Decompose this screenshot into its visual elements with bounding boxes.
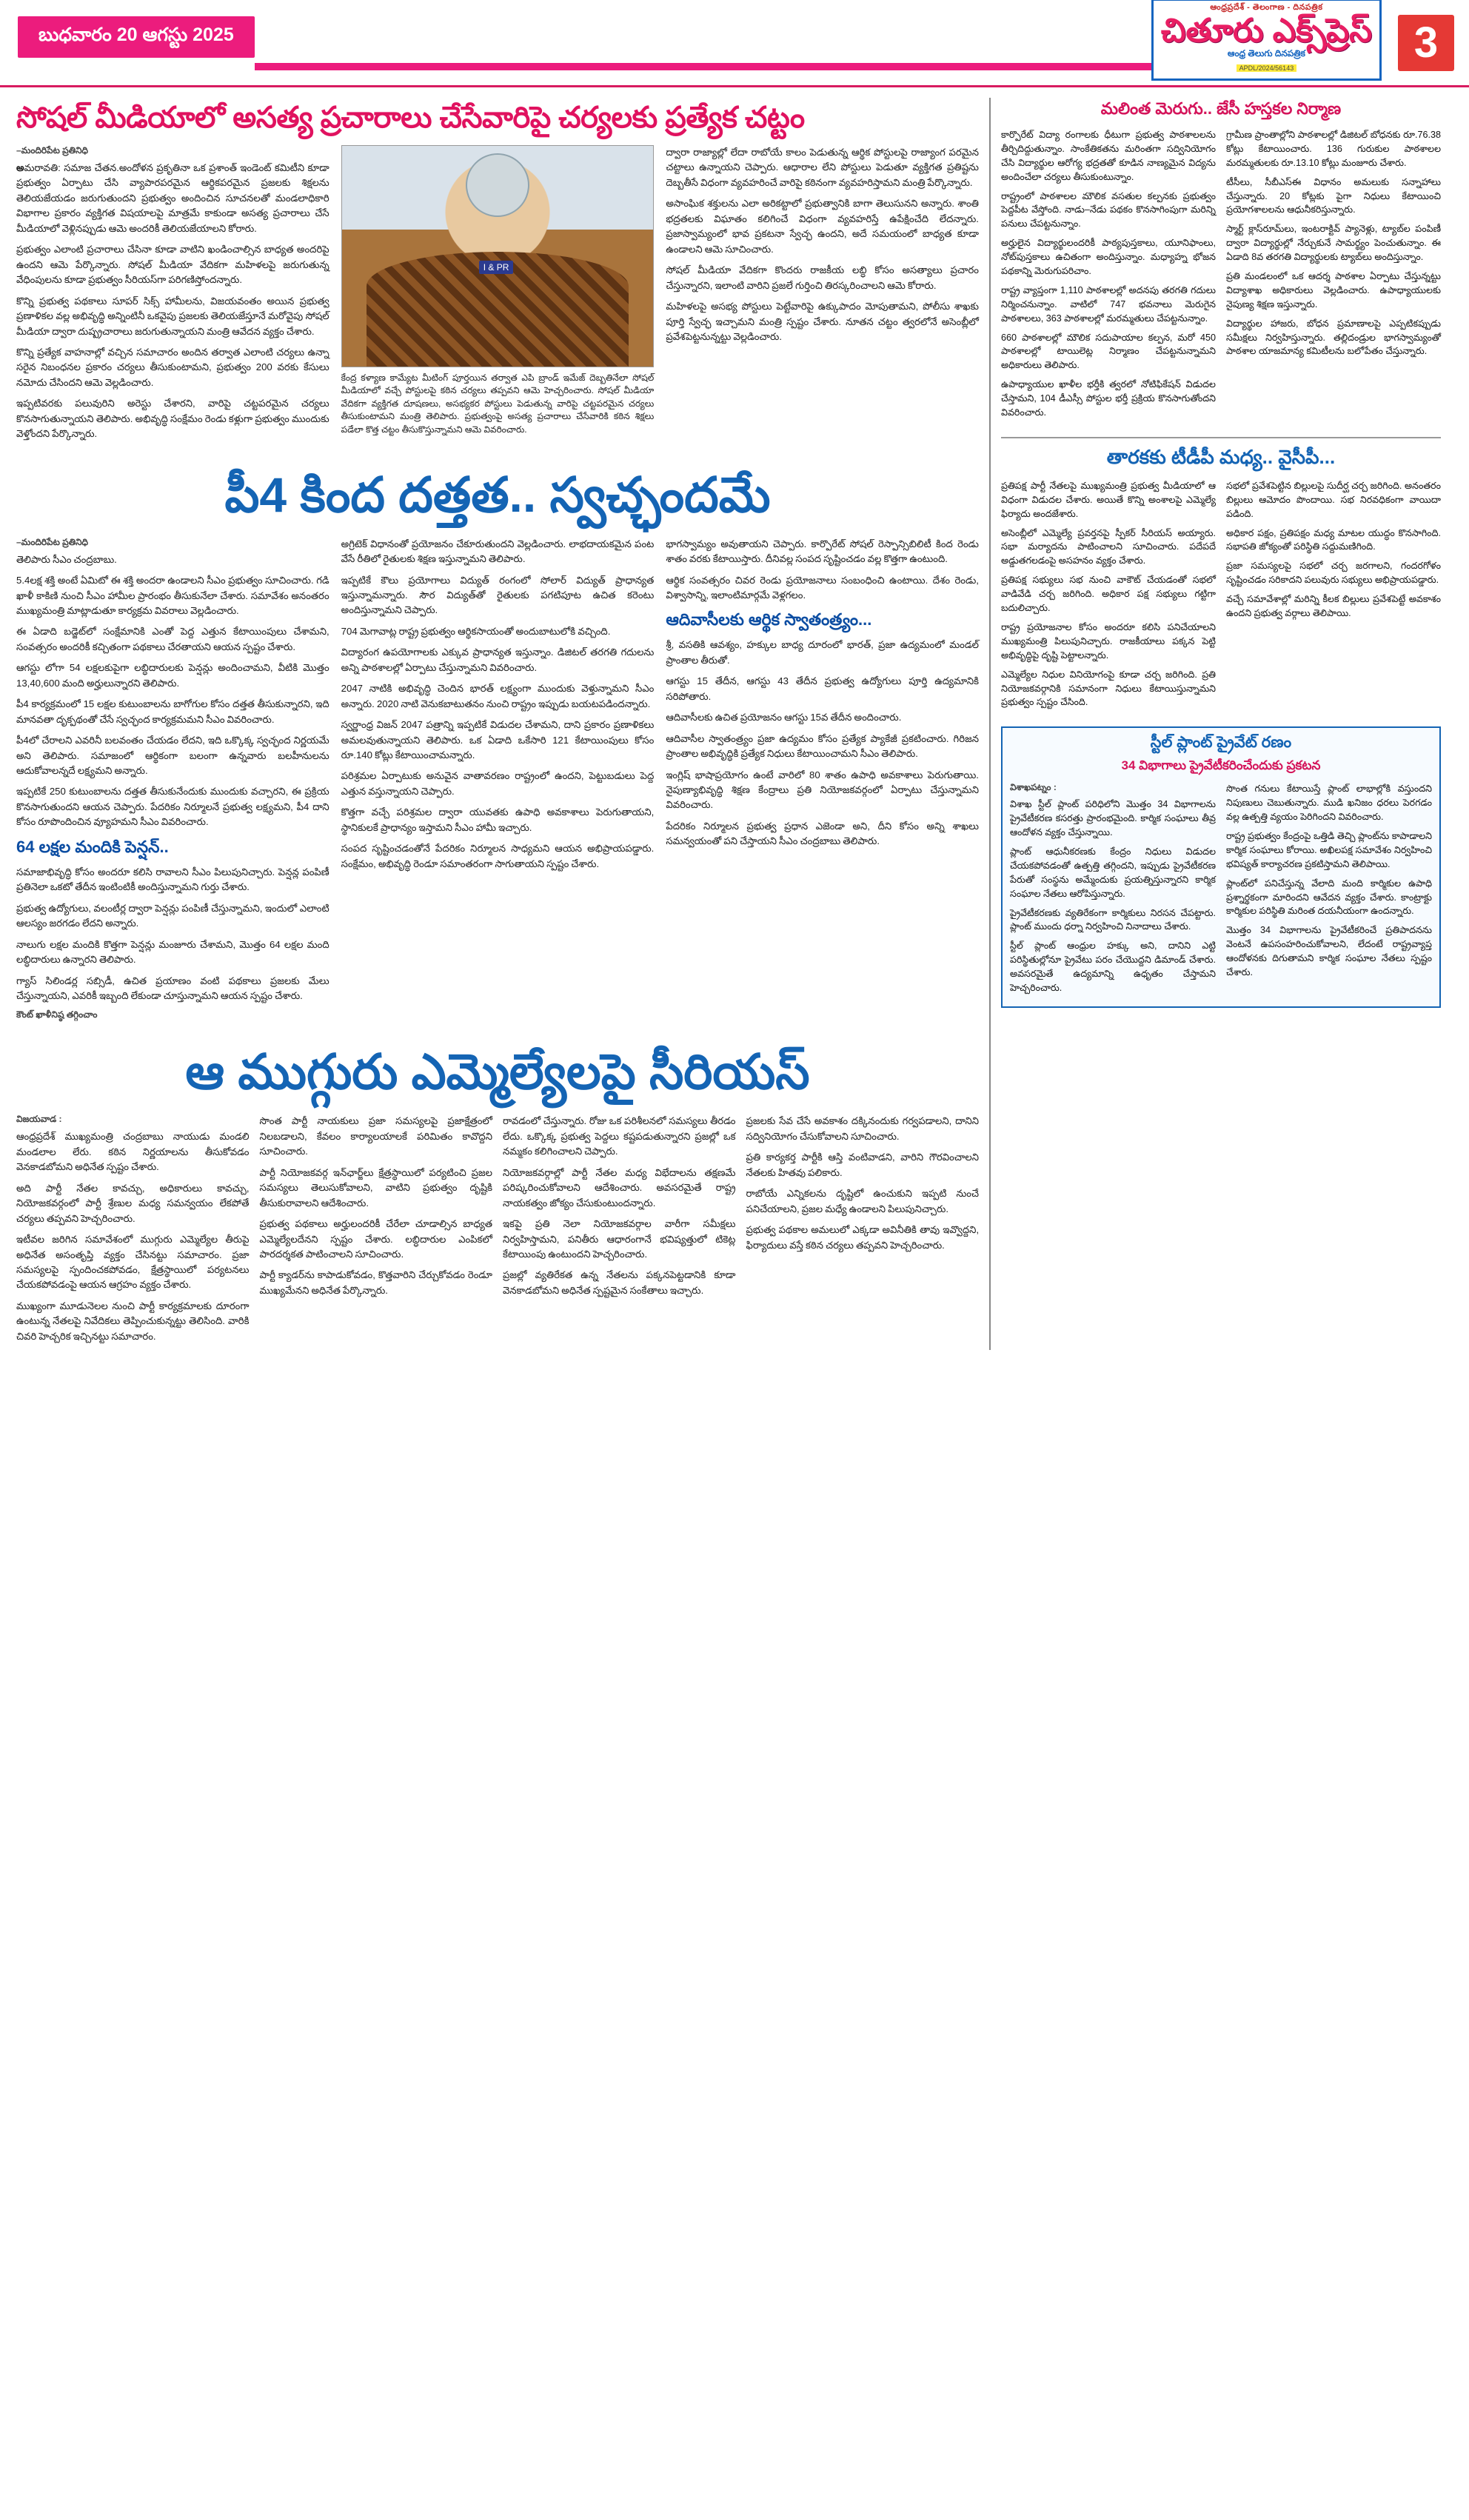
story2-para: ఇంగ్లిష్ భాషాప్రయోగం ఉంటే వారిలో 80 శాతం ఉపాధి అవకాశాలు పెరుగుతాయి. నైపుణ్యాభివృద్ధి శిక్షణ కేంద్రాలు ప్రతి నియోజకవర్గంలో ఏర్పాటు చేస్తున్నామని వివరించారు. [666,769,979,811]
lead-para: అసాంఘిక శక్తులను ఎలా అరికట్టాలో ప్రభుత్వానికి బాగా తెలుసునని అన్నారు. శాంతి భద్రతలకు విఘాతం కలిగించే విధంగా వ్యవహరిస్తే ఉపేక్షించేది లేదన్నారు. ప్రజాస్వామ్యంలో భావ ప్రకటనా స్వేచ్ఛ ఉందని, అదే సమయంలో బాధ్యత కూడా ఉండాలని ఆమె సూచించారు. [666,198,979,255]
right-para: సభలో ప్రవేశపెట్టిన బిల్లులపై సుదీర్ఘ చర్చ జరిగింది. అనంతరం బిల్లులు ఆమోదం పొందాయి. సభ నిరవధికంగా వాయిదా పడింది. [1226,480,1441,519]
right-para: ప్రజా సమస్యలపై సభలో చర్చ జరగాలని, గందరగోళం సృష్టించడం సరికాదని పలువురు సభ్యులు అభిప్రాయపడ్డారు. [1226,561,1441,586]
story3-para: అది పార్టీ నేతల కావచ్చు, అధికారులు కావచ్చు, నియోజకవర్గంలో పార్టీ శ్రేణుల మధ్య సమన్వయం లేకపోతే చర్యలు తప్పవని హెచ్చరించారు. [16,1182,250,1224]
story3-para: రావడంలో చేస్తున్నారు. రోజు ఒక పరిశీలనలో సమస్యలు తీరడం లేదు. ఒక్కొక్క ప్రభుత్వ పెద్దలు కష్టపడుతున్నారని ప్రజల్లో ఒక నమ్మకం కలిగించాలని చెప్పారు. [503,1115,736,1157]
lead-columns [16,145,979,448]
lead-col-2 [341,145,655,448]
box-para: రాష్ట్ర ప్రభుత్వం కేంద్రంపై ఒత్తిడి తెచ్చి ప్లాంట్‌ను కాపాడాలని కార్మిక సంఘాలు కోరాయి. అఖిలపక్ష సమావేశం నిర్వహించి భవిష్యత్ కార్యాచరణ ప్రకటిస్తామని తెలిపాయి. [1226,830,1432,869]
right-story2-columns [1001,479,1441,715]
story2-headline: పీ4 కింద దత్తత.. స్వచ్ఛందమే [224,467,771,522]
story2-para: ఆదివాసీలకు ఉచిత ప్రయోజనం ఆగస్టు 15వ తేదీన అందించారు. [666,712,902,723]
story2-para: భాగస్వామ్యం అవుతాయని చెప్పారు. కార్పొరేట్ సోషల్ రెస్పాన్సిబిలిటీ కింద రెండు శాతం వరకు కేటాయిస్తారు. దీనివల్ల సంపద సృష్టించడం వల్ల కొత్తగా ఉంటుంది. [666,538,979,565]
right-para: రాష్ట్ర వ్యాప్తంగా 1,110 పాఠశాలల్లో అదనపు తరగతి గదులు నిర్మించనున్నాం. వాటిలో 747 భవనాలు మెరుగైన పాఠశాలలు, 363 పాఠశాలల్లో మరమ్మతులు చేపట్టనున్నాం. [1001,284,1216,324]
story3-para: పార్టీ క్యాడర్‌ను కాపాడుకోవడం, కొత్తవారిని చేర్చుకోవడం రెండూ ముఖ్యమేనని అధినేత పేర్కొన్నారు. [259,1269,492,1296]
lead-col-1 [16,145,329,448]
right-para: అర్హులైన విద్యార్థులందరికీ పాఠ్యపుస్తకాలు, యూనిఫాంలు, నోట్‌పుస్తకాలు ఉచితంగా అందిస్తున్నాం. మధ్యాహ్న భోజన పథకాన్ని మెరుగుపరిచాం. [1001,238,1216,277]
right-boxed-story [1001,726,1441,1008]
story2-para: ఈ ఏడాది బడ్జెట్‌లో సంక్షేమానికి ఎంతో పెద్ద ఎత్తున కేటాయింపులు చేశామని, సంవత్సరం అందరికీ కచ్చితంగా పథకాలు చేరతాయని ఆయన స్పష్టం చేశారు. [16,626,329,652]
right-para: ప్రతి మండలంలో ఒక ఆదర్శ పాఠశాల ఏర్పాటు చేస్తున్నట్టు విద్యాశాఖ అధికారులు వెల్లడించారు. ఉపాధ్యాయులకు నైపుణ్య శిక్షణ ఇస్తున్నారు. [1226,271,1441,310]
left-zone [16,98,979,1350]
story2-para: ఇప్పటికే 250 కుటుంబాలను దత్తత తీసుకునేందుకు ముందుకు వచ్చారని, ఈ ప్రక్రియ కొనసాగుతుందని ఆయన చెప్పారు. పేదరికం నిర్మూలనే ప్రభుత్వ లక్ష్యమని, పీ4 దాని కోసం రూపొందించిన వ్యూహమని సీఎం వివరించారు. [16,786,329,828]
story3-para: ప్రజలకు సేవ చేసే అవకాశం దక్కినందుకు గర్వపడాలని, దానిని సద్వినియోగం చేసుకోవాలని సూచించారు. [746,1115,979,1142]
story2-subhead: 64 లక్షల మందికి పెన్షన్.. [16,837,169,856]
story2-byline: –మందిరిపేట ప్రతినిధి [16,536,88,547]
story2-para: 2047 నాటికి అభివృద్ధి చెందిన భారత్ లక్ష్యంగా ముందుకు వెళ్తున్నామని సీఎం అన్నారు. 2020 నాటి వెనుకబాటుతనం నుంచి రాష్ట్రం ఇప్పుడు బయటపడిందన్నారు. [341,683,655,709]
story3-col-4 [746,1114,980,1350]
box-title: స్టీల్ ప్లాంట్ ప్రైవేట్ రణం [1150,734,1292,752]
right-story2-col-1 [1001,479,1216,715]
right-para: ప్రతిపక్ష పార్టీ నేతలపై ముఖ్యమంత్రి ప్రభుత్వ మీడియాలో ఆ విధంగా విడుదల చేశారు. అయితే కొన్ని అంశాలపై ఎమ్మెల్యే ఫిర్యాదు అందజేశారు. [1001,480,1216,519]
lead-para: ప్రభుత్వం ఎలాంటి ప్రచారాలు చేసినా కూడా వాటిని ఖండించాల్సిన బాధ్యత అందరిపై ఉందని ఆమె పేర్కొన్నారు. సోషల్ మీడియా వేదికగా మహిళలపై జరుగుతున్న వేధింపులను కూడా ప్రభుత్వం సీరియస్‌గా పరిగణిస్తోందన్నారు. [16,244,329,286]
box-col-2 [1226,782,1432,1000]
story2-para: విద్యారంగ ఉపయోగాలకు ఎక్కువ ప్రాధాన్యత ఇస్తున్నాం. డిజిటల్ తరగతి గదులను అన్ని పాఠశాలల్లో ఏర్పాటు చేస్తున్నామని వివరించారు. [341,646,655,673]
story2-para: నాలుగు లక్షల మందికి కొత్తగా పెన్షన్లు మంజూరు చేశామని, మొత్తం 64 లక్షల మంది లబ్ధిదారులు ఉన్నారని తెలిపారు. [16,938,329,966]
lead-col-3 [666,145,979,448]
story3-para: ప్రతి కార్యకర్త పార్టీకి ఆస్తి వంటివాడని, వారిని గౌరవించాలని నేతలకు హితవు పలికారు. [746,1152,979,1178]
story3-col-2 [260,1114,493,1350]
right-story1-columns [1001,128,1441,425]
story2-para: సమాజాభివృద్ధి కోసం అందరూ కలిసి రావాలని సీఎం పిలుపునిచ్చారు. పెన్షన్ల పంపిణీ ప్రతినెలా ఒకటో తేదీన ఇంటింటికీ అందిస్తున్నామని గుర్తు చేశారు. [16,866,329,893]
lead-para: ఇప్పటివరకు పలువురిని అరెస్టు చేశారని, వారిపై చట్టపరమైన చర్యలు కొనసాగుతున్నాయని తెలిపారు. అభివృద్ధి సంక్షేమం రెండు కళ్లుగా ప్రభుత్వం ముందుకు వెళ్తోందని పేర్కొన్నారు. [16,398,329,440]
story2-para: అగ్రిటెక్ విధానంతో ప్రయోజనం చేకూరుతుందని వెల్లడించారు. లాభదాయకమైన పంట వేసే రీతిలో రైతులకు శిక్షణ ఇస్తున్నామని తెలిపారు. [341,538,655,565]
lead-photo [341,145,655,367]
podium-label: I & PR [479,261,514,274]
story-mlas [16,1044,979,1350]
lead-story [16,99,979,448]
story2-columns [16,537,979,1026]
story2-para: పేదరికం నిర్మూలన ప్రభుత్వ ప్రధాన ఎజెండా అని, దీని కోసం అన్ని శాఖలు సమన్వయంతో పని చేస్తాయని సీఎం చంద్రబాబు తెలిపారు. [666,820,979,847]
story2-para: ఆర్థిక సంవత్సరం చివర రెండు ప్రయోజనాలు సంబంధించి ఉంటాయి. దేశం రెండు, విశ్వాసాన్ని, ఇలాంటిమార్గమే వెళ్లగలం. [666,574,979,601]
right-para: ప్రతిపక్ష సభ్యులు సభ నుంచి వాకౌట్ చేయడంతో సభలో వాడివేడి చర్చ జరిగింది. అధికార పక్ష సభ్యులు గట్టిగా బదులిచ్చారు. [1001,575,1216,614]
story2-para: ఆదివాసీల స్వాతంత్ర్యం ప్రజా ఉద్యమం కోసం ప్రత్యేక ప్యాకేజీ ప్రకటించారు. గిరిజన ప్రాంతాల అభివృద్ధికి ప్రత్యేక నిధులు కేటాయించామని సీఎం తెలిపారు. [666,732,979,760]
story3-columns [16,1114,979,1350]
story2-para: గ్యాస్ సిలిండర్ల సబ్సిడీ, ఉచిత ప్రయాణం వంటి పథకాలు ప్రజలకు మేలు చేస్తున్నాయని, ఎవరికీ ఇబ్బంది లేకుండా చూస్తున్నామని ఆయన స్పష్టం చేశారు. [16,975,329,1002]
box-para: మొత్తం 34 విభాగాలను ప్రైవేటీకరించే ప్రతిపాదనను వెంటనే ఉపసంహరించుకోవాలని, లేదంటే రాష్ట్రవ్యాప్త ఆందోళనకు దిగుతామని కార్మిక సంఘాల నేతలు స్పష్టం చేశారు. [1226,925,1432,977]
right-para: ఎమ్మెల్యేల నిధుల వినియోగంపై కూడా చర్చ జరిగింది. ప్రతి నియోజకవర్గానికి సమానంగా నిధులు కేటాయిస్తున్నామని ప్రభుత్వం స్పష్టం చేసింది. [1001,669,1216,708]
story2-para: ఆగస్టు 15 తేదీన, ఆగస్టు 43 తేదీన ప్రభుత్వ ఉద్యోగులు పూర్తి ఉద్యమానికి సరిపోతారు. [666,675,979,702]
story-p4-adoption [16,467,979,1026]
story3-col-3 [503,1114,736,1350]
right-para: టీసీలు, సీబీఎస్ఈ విధానం అమలుకు సన్నాహాలు చేస్తున్నారు. 20 కోట్లకు పైగా నిధులు కేటాయించి ప్రయోగశాలలను ఆధునీకరిస్తున్నారు. [1226,176,1441,215]
right-para: రాష్ట్రంలో పాఠశాలల మౌలిక వసతుల కల్పనకు ప్రభుత్వం పెద్దపీట వేస్తోంది. నాడు–నేడు పథకం కొనసాగింపుగా మరిన్ని పనులు చేపట్టనున్నాం. [1001,190,1216,230]
story3-para: ఇటీవల జరిగిన సమావేశంలో ముగ్గురు ఎమ్మెల్యేల తీరుపై అధినేత అసంతృప్తి వ్యక్తం చేసినట్టు సమాచారం. ప్రజా సమస్యలపై స్పందించకపోవడం, క్షేత్రస్థాయిలో పర్యటనలు చేయకపోవడంపై ఆయన ఆగ్రహం వ్యక్తం చేశారు. [16,1234,250,1291]
story3-para: ప్రజల్లో వ్యతిరేకత ఉన్న నేతలను పక్కనపెట్టడానికి కూడా వెనకాడబోమని అధినేత స్పష్టమైన సంకేతాలు ఇచ్చారు. [503,1269,736,1296]
lead-photo-caption: కేంద్ర కళ్యాణ కామ్యేట మీటింగ్ పూర్తయిన తర్వాత ఎపి బ్రాండ్ ఇమేజ్ దెబ్బతినేలా సోషల్ మీడియాలో వచ్చే పోస్టులపై కఠిన చర్యలు తప్పవని ఆమె హెచ్చరించారు. సోషల్ మీడియా వేదికగా వ్యక్తిగత దూషణలు, అసభ్యకర పోస్టులు పెడుతున్న వారిపై చట్టపరమైన చర్యలు తీసుకుంటామని మంత్రి తెలిపారు. ప్రభుత్వంపై అసత్య ప్రచారాలు చేసేవారికి కఠిన శిక్షలు పడేలా కొత్త చట్టం తీసుకొస్తున్నామని ఆమె వివరించారు. [341,372,655,435]
story3-para: ప్రభుత్వ పథకాలు అర్హులందరికీ చేరేలా చూడాల్సిన బాధ్యత ఎమ్మెల్యేలదేనని స్పష్టం చేశారు. లబ్ధిదారుల ఎంపికలో పారదర్శకత పాటించాలని సూచించారు. [259,1218,492,1260]
right-zone [989,98,1441,1350]
right-para: గ్రామీణ ప్రాంతాల్లోని పాఠశాలల్లో డిజిటల్ బోధనకు రూ.76.38 కోట్లు కేటాయించారు. 136 గురుకుల పాఠశాలల మరమ్మతులకు రూ.13.10 కోట్లు మంజూరు చేశారు. [1226,130,1441,168]
story2-para: ఇప్పటికే కౌలు ప్రయోగాలు విద్యుత్ రంగంలో సోలార్ విద్యుత్ ప్రాధాన్యత ఇస్తున్నామన్నారు. సౌర విద్యుత్‌తో రైతులకు పగటిపూట ఉచిత కరెంటు అందిస్తున్నామని చెప్పారు. [341,574,655,616]
story2-para: స్వర్ణాంధ్ర విజన్ 2047 పత్రాన్ని ఇప్పటికే విడుదల చేశామని, దాని ప్రకారం ప్రణాళికలు అమలవుతున్నాయని తెలిపారు. ఒక ఏడాది ఒకేసారి 121 కేటాయింపులు కోసం రూ.140 కోట్లు కేటాయించామన్నారు. [341,719,655,761]
lead-para: అమరావతి: సమాజ చేతన.అందోళన ప్రకృతినా ఒక ప్రశాంత్ ఇండెంట్ కమిటీని కూడా ప్రభుత్వం ఏర్పాటు చేసి వ్యాపారపరమైన ఆర్థికపరమైన ప్రజలకు శిక్షలను తెలియజేయడం జరుగుతుందని ప్రభుత్వం అందించిన సూచనలతో మండలాధికారి విభాగాల ప్రకారం వ్యక్తిగత విషయాలపై మాత్రమే కాకుండా అసత్య ప్రచారాలు చేసే మీడియాలో వెళ్లినప్పుడు ఆమె అందరికీ తెలియజేయాలని కోరారు. [16,162,329,234]
story2-para: 704 మెగావాట్ల రాష్ట్ర ప్రభుత్వం ఆర్థికసాయంతో అందుబాటులోకి వచ్చింది. [341,625,611,637]
right-para: ఉపాధ్యాయుల ఖాళీల భర్తీకి త్వరలో నోటిఫికేషన్ విడుదల చేస్తామని, 104 డీఎస్సీ పోస్టుల భర్తీ ప్రక్రియ కొనసాగుతోందని వివరించారు. [1001,379,1216,418]
logo-registration-code: APDL/2024/56143 [1237,64,1297,72]
logo-title: చితూరు ఎక్స్‌ప్రెస్ [1160,12,1372,49]
story3-para: ముఖ్యంగా మూడునెలల నుంచి పార్టీ కార్యక్రమాలకు దూరంగా ఉంటున్న నేతలపై నివేదికలు తెప్పించుకున్నట్టు తెలిసింది. వారికి చివరి హెచ్చరిక ఇచ్చినట్టు సమాచారం. [16,1300,250,1342]
box-para: ప్రైవేటీకరణకు వ్యతిరేకంగా కార్మికులు నిరసన చేపట్టారు. ప్లాంట్ ముందు ధర్నా నిర్వహించి నినాదాలు చేశారు. [1010,907,1216,932]
story3-para: నియోజకవర్గాల్లో పార్టీ నేతల మధ్య విభేదాలను తక్షణమే పరిష్కరించుకోవాలని ఆదేశించారు. అవసరమైతే రాష్ట్ర నాయకత్వం జోక్యం చేసుకుంటుందన్నారు. [503,1166,736,1209]
story3-para: ఆంధ్రప్రదేశ్ ముఖ్యమంత్రి చంద్రబాబు నాయుడు మండలి మండలాల లేరు. కఠిన నిర్ణయాలను తీసుకోవడం వెనకాడబోమని అధినేత స్పష్టం చేశారు. [16,1131,250,1173]
story2-footer-note: కౌంట్ ఖాళీనిష్ఠ తగ్గించాం [16,1009,98,1020]
right-story1-col-2 [1226,128,1441,425]
story2-para: శ్రీ, వసతికి ఆవశ్యం, హక్కుల బాధ్య దూరంలో భారత్, ప్రజా ఉద్యమంలో మండల్ ప్రాంతాల తీరుతో. [666,639,979,666]
box-para: ప్లాంట్ ఆధునీకరణకు కేంద్రం నిధులు విడుదల చేయకపోవడంతో ఉత్పత్తి తగ్గిందని, ఇప్పుడు ప్రైవేటీకరణ పేరుతో సంస్థను అమ్మేందుకు ప్రయత్నిస్తున్నారని కార్మిక సంఘాల నేతలు ఆరోపిస్తున్నారు. [1010,846,1216,899]
story3-para: ప్రభుత్వ పథకాల అమలులో ఎక్కడా అవినీతికి తావు ఇవ్వొద్దని, ఫిర్యాదులు వస్తే కఠిన చర్యలు తప్పవని హెచ్చరించారు. [746,1224,979,1251]
page-number: 3 [1398,15,1454,71]
masthead [0,0,1469,87]
lead-para: మహిళలపై అసభ్య పోస్టులు పెట్టేవారిపై ఉక్కుపాదం మోపుతామని, పోలీసు శాఖకు పూర్తి స్వేచ్ఛ ఇచ్చామని మంత్రి స్పష్టం చేశారు. నూతన చట్టం త్వరలోనే అసెంబ్లీలో ప్రవేశపెట్టనున్నట్టు వెల్లడించారు. [666,301,979,342]
right-para: స్మార్ట్ క్లాస్‌రూమ్‌లు, ఇంటరాక్టివ్ ప్యానెళ్లు, ట్యాబ్‌ల పంపిణీ ద్వారా విద్యార్థుల్లో నేర్చుకునే సామర్థ్యం పెంచుతున్నాం. ఈ ఏడాది 8వ తరగతి విద్యార్థులకు ట్యాబ్‌లు అందిస్తున్నాం. [1226,224,1441,263]
story3-para: ఇకపై ప్రతి నెలా నియోజకవర్గాల వారీగా సమీక్షలు నిర్వహిస్తామని, పనితీరు ఆధారంగానే భవిష్యత్తులో టికెట్ల కేటాయింపు ఉంటుందని హెచ్చరించారు. [503,1218,736,1260]
lead-para: ద్వారా రాజ్యాల్లో లేదా రాబోయే కాలం పెడుతున్న ఆర్థిక పోస్టులపై రాజ్యాంగ పరమైన చట్టాలు ఉన్నాయని చెప్పారు. ఆధారాల లేని పోస్టులు పెడుతూ వ్యక్తిగత ప్రతిష్టను దెబ్బతీసే విధంగా వ్యవహరించే వారిపై కఠినంగా వ్యవహరిస్తామని మంత్రి పేర్కొన్నారు. [666,147,979,188]
box-para: సొంత గనులు కేటాయిస్తే ప్లాంట్ లాభాల్లోకి వస్తుందని నిపుణులు చెబుతున్నారు. ముడి ఖనిజం ధరలు పెరగడం వల్ల ఉత్పత్తి వ్యయం పెరిగిందని వివరించారు. [1226,783,1432,823]
box-para: విశాఖ స్టీల్ ప్లాంట్ పరిధిలోని మొత్తం 34 విభాగాలను ప్రైవేటీకరణ కసరత్తు ప్రారంభమైంది. కార్మిక సంఘాలు తీవ్ర ఆందోళన వ్యక్తం చేస్తున్నాయి. [1010,799,1216,838]
box-col-1 [1010,782,1216,1000]
right-para: విద్యార్థుల హాజరు, బోధన ప్రమాణాలపై ఎప్పటికప్పుడు సమీక్షలు నిర్వహిస్తున్నారు. తల్లిదండ్రుల భాగస్వామ్యంతో పాఠశాల యాజమాన్య కమిటీలను బలోపేతం చేస్తున్నారు. [1226,318,1441,357]
lead-headline: సోషల్ మీడియాలో అసత్య ప్రచారాలు చేసేవారిపై చర్యలకు ప్రత్యేక చట్టం [16,101,805,134]
box-para: స్టీల్ ప్లాంట్ ఆంధ్రుల హక్కు అని, దానిని ఎట్టి పరిస్థితుల్లోనూ ప్రైవేటు పరం చేయొద్దని డిమాండ్ చేశారు. అవసరమైతే ఉద్యమాన్ని ఉధృతం చేస్తామని హెచ్చరించారు. [1010,940,1216,993]
right-story2-col-2 [1226,479,1441,715]
story2-para: సంపద సృష్టించడంతోనే పేదరికం నిర్మూలన సాధ్యమని ఆయన అభిప్రాయపడ్డారు. సంక్షేమం, అభివృద్ధి రెండూ సమాంతరంగా సాగుతాయని స్పష్టం చేశారు. [341,843,655,869]
story2-col-1 [16,537,329,1026]
story3-para: రాబోయే ఎన్నికలను దృష్టిలో ఉంచుకుని ఇప్పటి నుంచే పనిచేయాలని, ప్రజల మధ్యే ఉండాలని పిలుపునిచ్చారు. [746,1188,979,1214]
lead-para: సోషల్ మీడియా వేదికగా కొందరు రాజకీయ లబ్ధి కోసం అసత్యాలు ప్రచారం చేస్తున్నారని, ఇలాంటి వారిని ప్రజలే గుర్తించి తిరస్కరించాలని ఆమె కోరారు. [666,264,979,291]
story3-byline: విజయవాడ : [16,1114,62,1125]
story2-para: పీ4 కార్యక్రమంలో 15 లక్షల కుటుంబాలను బాగోగుల కోసం దత్తత తీసుకున్నారని, ఇది మానవతా దృక్పథంతో చేసే స్వచ్ఛంద కార్యక్రమమని సీఎం వివరించారు. [16,698,329,725]
story3-col-1 [16,1114,250,1350]
story2-para: పీ4లో చేరాలని ఎవరినీ బలవంతం చేయడం లేదని, ఇది ఒక్కొక్క స్వచ్ఛంద నిర్ణయమే అని తెలిపారు. సమాజంలో ఆర్థికంగా బలంగా ఉన్నవారు బలహీనులను ఆదుకోవాలన్నదే లక్ష్యమని అన్నారు. [16,735,329,777]
right-story2-headline: తారకకు టీడీపీ మధ్య.. వైసీపీ... [1001,437,1441,473]
state-emblem-icon [466,153,529,217]
right-story1-col-1 [1001,128,1216,425]
story2-subhead-2: ఆదివాసీలకు ఆర్థిక స్వాతంత్ర్యం... [666,610,872,629]
story2-lead: తెలిపారు సీఎం చంద్రబాబు. [16,553,117,565]
page-body [0,87,1469,1350]
lead-para: కొన్ని ప్రభుత్వ పథకాలు సూపర్ సిక్స్ హామీలను, విజయవంతం అయిన ప్రభుత్వ ప్రణాళికల వల్ల అభివృద్ధి అన్నింటినీ ఒకవైపు ప్రజలకు తెలియజేస్తూనే మరోవైపు సోషల్ మీడియా ద్వారా దుష్ప్రచారాలు జరుగుతున్నాయని మంత్రి ఆవేదన వ్యక్తం చేశారు. [16,295,329,337]
right-para: అసెంబ్లీలో ఎమ్మెల్యే ప్రవర్తనపై స్పీకర్ సీరియస్ అయ్యారు. సభా మర్యాదను పాటించాలని సూచించారు. పదేపదే అడ్డుతగలడంపై అసహనం వ్యక్తం చేశారు. [1001,527,1216,567]
logo-top-text: ఆంధ్రప్రదేశ్ - తెలంగాణ - దినపత్రిక [1210,2,1323,12]
box-subtitle: 34 విభాగాలు ప్రైవేటీకరించేందుకు ప్రకటన [1121,758,1321,773]
story2-col-2 [341,537,655,1026]
right-story1-headline: మలింత మెరుగు.. జేసీ హస్తకల నిర్మాణ [1100,99,1342,118]
story3-para: పార్టీ నియోజకవర్గ ఇన్‌ఛార్జ్‌లు క్షేత్రస్థాయిలో పర్యటించి ప్రజల సమస్యలు తెలుసుకోవాలని, వాటిని ప్రభుత్వం దృష్టికి తీసుకురావాలని ఆదేశించారు. [259,1166,492,1209]
publication-date: బుధవారం 20 ఆగస్టు 2025 [18,16,255,58]
right-para: రాష్ట్ర ప్రయోజనాల కోసం అందరూ కలిసి పనిచేయాలని ముఖ్యమంత్రి పిలుపునిచ్చారు. రాజకీయాలు పక్కన పెట్టి అభివృద్ధిపై దృష్టి పెట్టాలన్నారు. [1001,621,1216,661]
lead-byline: –మందిరిపేట ప్రతినిధి [16,145,88,156]
box-para: ప్లాంట్‌లో పనిచేస్తున్న వేలాది మంది కార్మికుల ఉపాధి ప్రశ్నార్థకంగా మారిందని ఆవేదన వ్యక్తం చేశారు. కాంట్రాక్టు కార్మికుల పరిస్థితి మరింత దయనీయంగా ఉందన్నారు. [1226,878,1432,917]
right-para: 660 పాఠశాలల్లో మౌలిక సదుపాయాల కల్పన, మరో 450 పాఠశాలల్లో టాయిలెట్ల నిర్మాణం చేపట్టనున్నామని అధికారులు తెలిపారు. [1001,332,1216,371]
story2-para: పరిశ్రమల ఏర్పాటుకు అనువైన వాతావరణం రాష్ట్రంలో ఉందని, పెట్టుబడులు పెద్ద ఎత్తున వస్తున్నాయని చెప్పారు. [341,770,655,797]
masthead-rule [255,63,1151,70]
newspaper-logo [1151,0,1382,81]
box-byline: విశాఖపట్నం : [1010,782,1057,793]
box-columns [1010,782,1432,1000]
logo-subtitle: ఆంధ్ర తెలుగు దినపత్రిక [1227,48,1305,59]
story2-para: ఆగస్టు లోగా 54 లక్షలకుపైగా లబ్ధిదారులకు పెన్షన్లు అందించామని, వీటికి మొత్తం 13,40,600 మంది అర్హులున్నారని తెలిపారు. [16,662,329,689]
story3-headline: ఆ ముగ్గురు ఎమ్మెల్యేలపై సీరియస్ [185,1044,810,1100]
lead-para: కొన్ని ప్రత్యేక వాహనాల్లో వచ్చిన సమాచారం అందిన తర్వాత ఎలాంటి చర్యలు ఉన్నా సరైన నిబంధనల ప్రకారం చర్యలు తీసుకుంటామని, ప్రభుత్వం 200 వరకు కేసులు నమోదు చేసిందని ఆమె వెల్లడించారు. [16,346,329,388]
right-para: వచ్చే సమావేశాల్లో మరిన్ని కీలక బిల్లులు ప్రవేశపెట్టే అవకాశం ఉందని ప్రభుత్వ వర్గాలు తెలిపాయి. [1226,594,1441,619]
right-para: కార్పొరేట్ విద్యా రంగాలకు ధీటుగా ప్రభుత్వ పాఠశాలలను తీర్చిదిద్దుతున్నాం. సాంకేతికతను మరింతగా సద్వినియోగం చేసి విద్యార్థుల ఆరోగ్య భద్రతతో కూడిన నాణ్యమైన విద్యను అందించేలా చర్యలు తీసుకుంటున్నాం. [1001,130,1216,182]
story3-para: సొంత పార్టీ నాయకులు ప్రజా సమస్యలపై ప్రజాక్షేత్రంలో నిలబడాలని, కేవలం కార్యాలయాలకే పరిమితం కావొద్దని సూచించారు. [259,1115,492,1157]
story2-col-3 [666,537,979,1026]
story2-para: 5.4లక్ష శక్తి అంటే ఏమిటో ఈ శక్తి అందరా ఉండాలని సీఎం ప్రభుత్వం సూచించారు. గడి ఖాళీ కాకిణి నుంచి సీఎం హామీల ప్రారంభం తీసుకునేలా చేశారు. సమావేశం అనంతరం ముఖ్యమంత్రి మాట్లాడుతూ కార్యక్రమ వివరాలు వెల్లడించారు. [16,575,329,616]
story2-para: ప్రభుత్వ ఉద్యోగులు, వలంటీర్ల ద్వారా పెన్షన్లు పంపిణీ చేస్తున్నామని, ఇందులో ఎలాంటి ఆలస్యం జరగడం లేదని అన్నారు. [16,902,329,929]
right-para: అధికార పక్షం, ప్రతిపక్షం మధ్య మాటల యుద్ధం కొనసాగింది. సభాపతి జోక్యంతో పరిస్థితి సద్దుమణిగింది. [1226,527,1441,552]
logo-wrap [1151,0,1398,85]
story2-para: కొత్తగా వచ్చే పరిశ్రమల ద్వారా యువతకు ఉపాధి అవకాశాలు పెరుగుతాయని, స్థానికులకే ప్రాధాన్యం ఇస్తామని సీఎం హామీ ఇచ్చారు. [341,806,655,833]
